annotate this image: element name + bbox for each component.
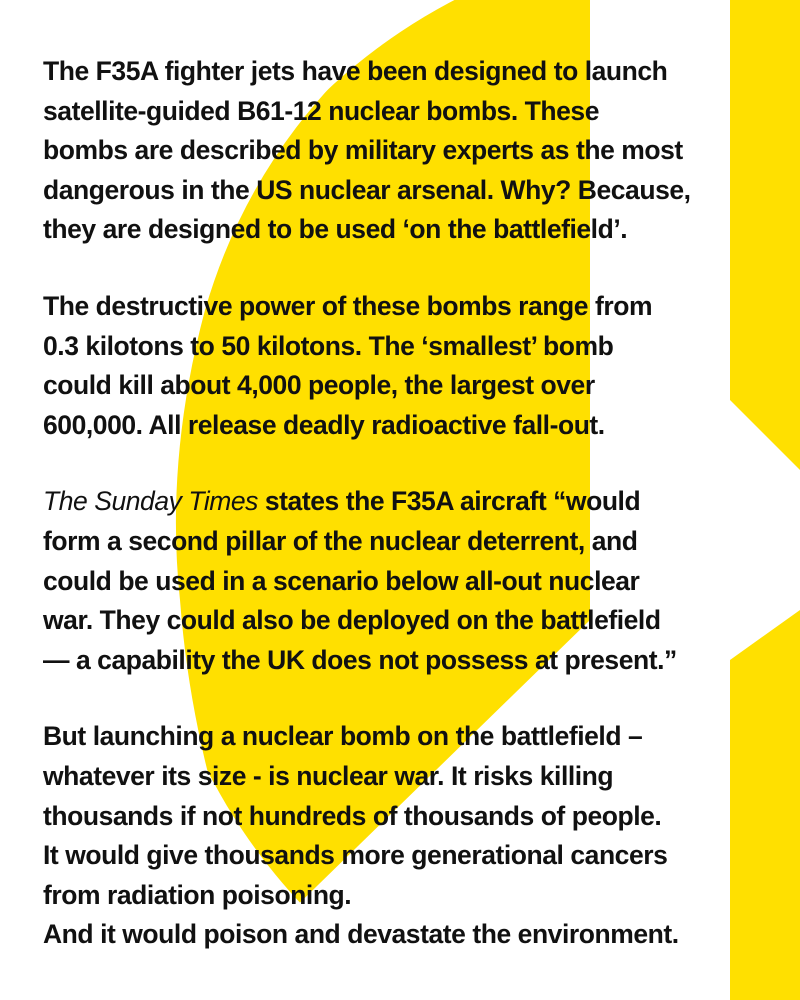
paragraph-3: [43, 482, 783, 680]
text-line: It would give thousands more generational cancers: [43, 840, 668, 871]
text-line: they are designed to be used ‘on the battlefield’.: [43, 214, 628, 245]
text-line: satellite-guided B61-12 nuclear bombs. These: [43, 95, 600, 126]
text-line: could be used in a scenario below all-out nuclear: [43, 565, 640, 596]
text-line: bombs are described by military experts as the most: [43, 135, 683, 166]
text-line: The destructive power of these bombs range from: [43, 290, 653, 321]
text-line: could kill about 4,000 people, the largest over: [43, 370, 595, 401]
paragraph-1: [43, 52, 783, 250]
paragraph-2: [43, 287, 783, 445]
text-line: [43, 482, 783, 522]
text-line-rest: states the F35A aircraft “would: [257, 486, 641, 517]
text-line: from radiation poisoning.: [43, 879, 352, 910]
text-line: — a capability the UK does not possess at present.”: [43, 644, 677, 675]
text-line: thousands if not hundreds of thousands of people.: [43, 800, 662, 831]
text-line: 0.3 kilotons to 50 kilotons. The ‘smallest’ bomb: [43, 330, 614, 361]
text-line: whatever its size - is nuclear war. It risks killing: [43, 760, 614, 791]
text-line: And it would poison and devastate the environment.: [43, 919, 679, 950]
text-line: form a second pillar of the nuclear deterrent, and: [43, 525, 638, 556]
text-line: The F35A fighter jets have been designed to launch: [43, 56, 668, 86]
text-line: 600,000. All release deadly radioactive fall-out.: [43, 409, 605, 440]
paragraph-4: [43, 717, 783, 955]
publication-title: The Sunday Times: [43, 486, 258, 517]
text-line: war. They could also be deployed on the battlefield: [43, 605, 661, 636]
text-line: But launching a nuclear bomb on the battlefield –: [43, 721, 643, 752]
article-text: [43, 52, 783, 992]
text-line: dangerous in the US nuclear arsenal. Why? Because,: [43, 174, 691, 205]
